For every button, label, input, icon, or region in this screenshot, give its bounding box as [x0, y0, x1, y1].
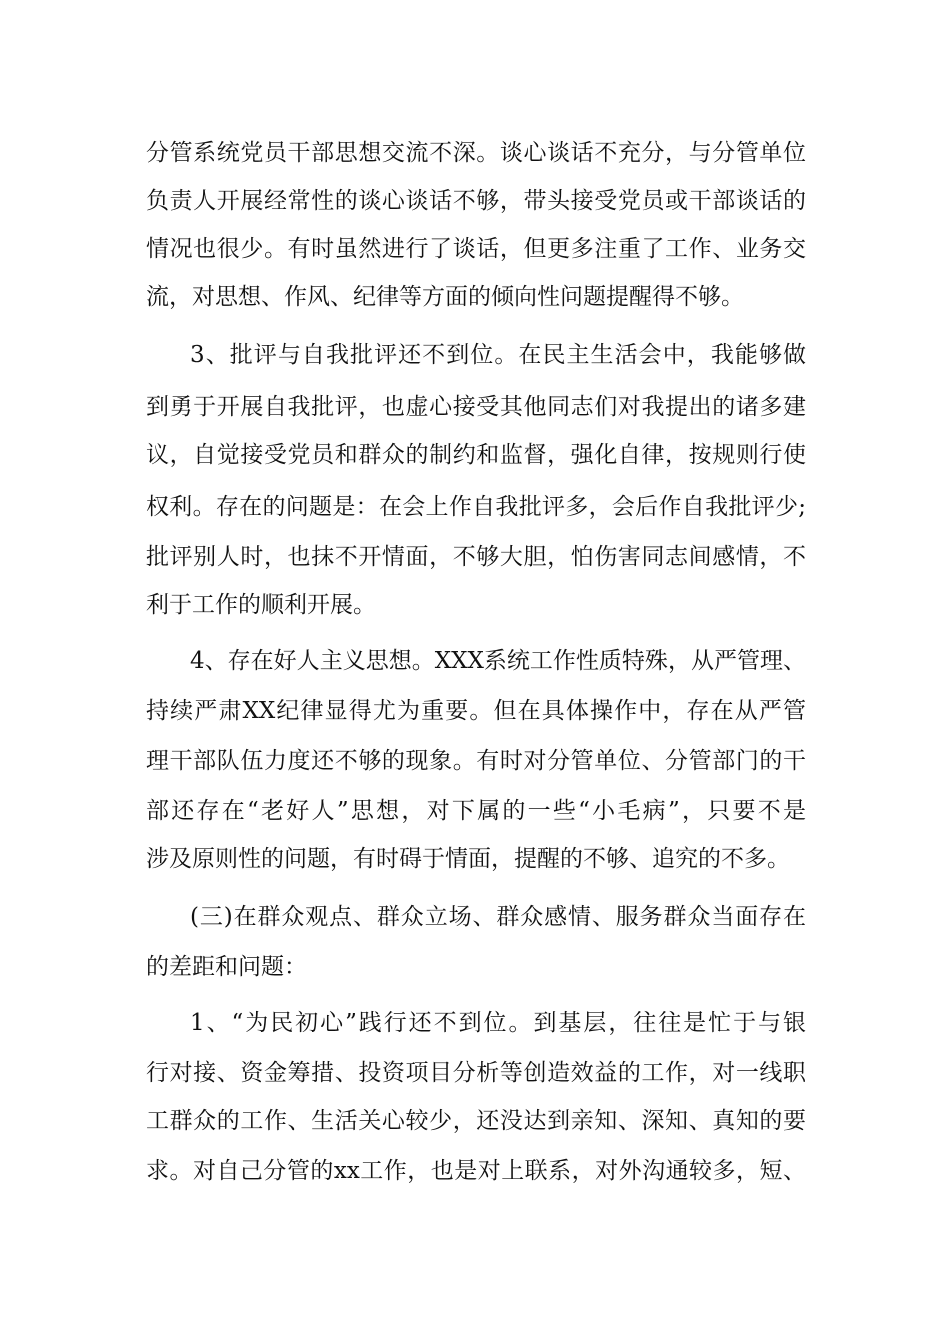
text-line: 流，对思想、作风、纪律等方面的倾向性问题提醒得不够。	[146, 284, 744, 310]
text-line: 分管系统党员干部思想交流不深。谈心谈话不充分，与分管单位	[146, 140, 806, 166]
text-line: 3、批评与自我批评还不到位。在民主生活会中，我能够做	[190, 342, 806, 368]
text-line: 1、“为民初心”践行还不到位。到基层，往往是忙于与银	[190, 1010, 806, 1036]
text-line: 持续严肃XX纪律显得尤为重要。但在具体操作中，存在从严管	[146, 698, 806, 724]
text-line: 求。对自己分管的xx工作，也是对上联系，对外沟通较多，短、	[146, 1158, 806, 1184]
text-line: 利于工作的顺利开展。	[146, 592, 376, 618]
text-line: 涉及原则性的问题，有时碍于情面，提醒的不够、追究的不多。	[146, 846, 790, 872]
text-line: 理干部队伍力度还不够的现象。有时对分管单位、分管部门的干	[146, 748, 806, 774]
text-line: 的差距和问题：	[146, 954, 307, 980]
text-line: 议，自觉接受党员和群众的制约和监督，强化自律，按规则行使	[146, 442, 806, 468]
text-line: 行对接、资金筹措、投资项目分析等创造效益的工作，对一线职	[146, 1060, 806, 1086]
text-line: 4、存在好人主义思想。XXX系统工作性质特殊，从严管理、	[190, 648, 806, 674]
text-line: 到勇于开展自我批评，也虚心接受其他同志们对我提出的诸多建	[146, 394, 806, 420]
text-line: (三)在群众观点、群众立场、群众感情、服务群众当面存在	[190, 904, 806, 930]
text-line: 批评别人时，也抹不开情面，不够大胆，怕伤害同志间感情，不	[146, 544, 806, 570]
text-line: 工群众的工作、生活关心较少，还没达到亲知、深知、真知的要	[146, 1108, 806, 1134]
text-line: 负责人开展经常性的谈心谈话不够，带头接受党员或干部谈话的	[146, 188, 806, 214]
text-line: 权利。存在的问题是：在会上作自我批评多，会后作自我批评少;	[146, 494, 806, 520]
text-line: 部还存在“老好人”思想，对下属的一些“小毛病”，只要不是	[146, 798, 806, 824]
text-line: 情况也很少。有时虽然进行了谈话，但更多注重了工作、业务交	[146, 236, 806, 262]
